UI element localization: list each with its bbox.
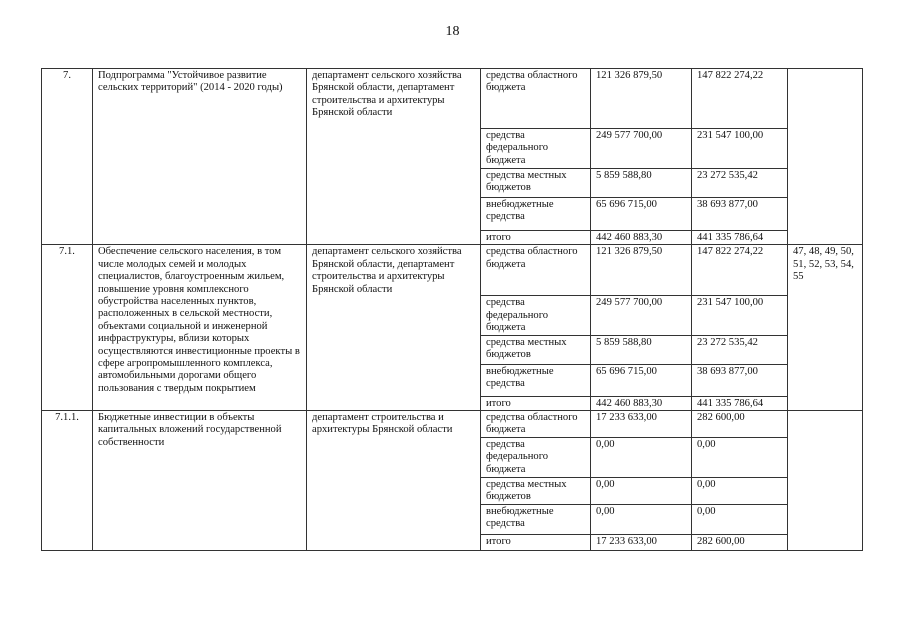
- item-number: 7.1.: [42, 245, 93, 411]
- amount-1: 17 233 633,00: [591, 534, 692, 550]
- amount-2: 23 272 535,42: [692, 169, 788, 198]
- amount-1: 121 326 879,50: [591, 69, 692, 129]
- amount-1: 65 696 715,00: [591, 364, 692, 396]
- funding-source: внебюджетные средства: [481, 504, 591, 534]
- item-executor: департамент строительства и архитектуры Брянской области: [307, 411, 481, 551]
- amount-2: 147 822 274,22: [692, 245, 788, 296]
- funding-source: средства местных бюджетов: [481, 478, 591, 505]
- table-row: [42, 411, 863, 438]
- amount-2: 282 600,00: [692, 411, 788, 438]
- amount-1: 249 577 700,00: [591, 296, 692, 335]
- amount-1: 65 696 715,00: [591, 198, 692, 231]
- item-name: Бюджетные инвестиции в объекты капитальных вложений государственной собственности: [93, 411, 307, 551]
- amount-1: 5 859 588,80: [591, 169, 692, 198]
- amount-2: 0,00: [692, 478, 788, 505]
- item-number: 7.: [42, 69, 93, 245]
- amount-1: 442 460 883,30: [591, 231, 692, 245]
- amount-2: 0,00: [692, 438, 788, 478]
- page-number: 18: [445, 24, 460, 39]
- amount-2: 0,00: [692, 504, 788, 534]
- amount-1: 0,00: [591, 478, 692, 505]
- funding-source: итого: [481, 396, 591, 410]
- funding-source: средства областного бюджета: [481, 411, 591, 438]
- amount-2: 38 693 877,00: [692, 198, 788, 231]
- amount-2: 231 547 100,00: [692, 129, 788, 169]
- item-name: Подпрограмма "Устойчивое развитие сельских территорий" (2014 - 2020 годы): [93, 69, 307, 245]
- funding-source: средства местных бюджетов: [481, 169, 591, 198]
- amount-2: 147 822 274,22: [692, 69, 788, 129]
- amount-2: 38 693 877,00: [692, 364, 788, 396]
- item-name: Обеспечение сельского населения, в том числе молодых семей и молодых специалистов, благоустроенным жильем, повышение уровня комплексного обустройства населенных пунктов, расположенных в сельской местности, объектами социальной и инженерной инфраструктуры, вблизи которых осуществляются инвестиционные проекты в сфере агропромышленного комплекса, автомобильными дорогами общего пользования с твердым покрытием: [93, 245, 307, 411]
- amount-1: 442 460 883,30: [591, 396, 692, 410]
- amount-1: 249 577 700,00: [591, 129, 692, 169]
- indicator-numbers: [788, 411, 863, 551]
- funding-source: средства федерального бюджета: [481, 129, 591, 169]
- amount-2: 441 335 786,64: [692, 396, 788, 410]
- table-row: [42, 69, 863, 129]
- funding-source: средства федерального бюджета: [481, 296, 591, 335]
- amount-1: 121 326 879,50: [591, 245, 692, 296]
- amount-2: 23 272 535,42: [692, 335, 788, 364]
- program-funding-table: [41, 68, 863, 551]
- indicator-numbers: [788, 69, 863, 245]
- amount-2: 441 335 786,64: [692, 231, 788, 245]
- amount-1: 0,00: [591, 438, 692, 478]
- item-number: 7.1.1.: [42, 411, 93, 551]
- item-executor: департамент сельского хозяйства Брянской области, департамент строительства и архитектуры Брянской области: [307, 245, 481, 411]
- funding-source: внебюджетные средства: [481, 198, 591, 231]
- amount-2: 231 547 100,00: [692, 296, 788, 335]
- funding-source: средства областного бюджета: [481, 245, 591, 296]
- funding-source: средства федерального бюджета: [481, 438, 591, 478]
- funding-source: внебюджетные средства: [481, 364, 591, 396]
- item-executor: департамент сельского хозяйства Брянской области, департамент строительства и архитектуры Брянской области: [307, 69, 481, 245]
- funding-source: средства местных бюджетов: [481, 335, 591, 364]
- amount-2: 282 600,00: [692, 534, 788, 550]
- funding-source: средства областного бюджета: [481, 69, 591, 129]
- amount-1: 17 233 633,00: [591, 411, 692, 438]
- indicator-numbers: 47, 48, 49, 50, 51, 52, 53, 54, 55: [788, 245, 863, 411]
- amount-1: 5 859 588,80: [591, 335, 692, 364]
- funding-source: итого: [481, 534, 591, 550]
- table-row: [42, 245, 863, 296]
- funding-source: итого: [481, 231, 591, 245]
- amount-1: 0,00: [591, 504, 692, 534]
